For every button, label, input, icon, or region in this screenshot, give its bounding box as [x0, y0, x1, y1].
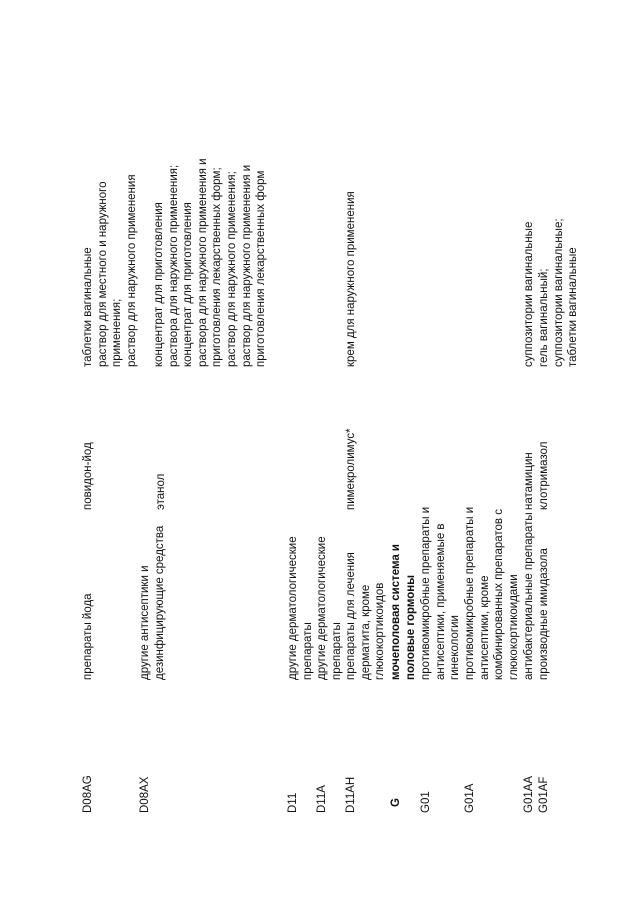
- group-name: мочеполовая система и половые гормоны: [390, 543, 417, 680]
- group-name: препараты йода: [82, 593, 94, 680]
- atc-code: D11: [287, 792, 299, 813]
- atc-code: D08AG: [82, 775, 94, 813]
- dosage-forms: суппозитории вагинальные: [523, 221, 535, 367]
- dosage-forms: таблетки вагинальные раствор для местного и наружного применения; раствор для наружного применения: [82, 174, 138, 367]
- atc-code: G01A: [464, 783, 476, 813]
- group-name: другие дерматологические препараты: [316, 536, 343, 680]
- atc-code: D11A: [316, 785, 328, 813]
- dosage-forms: крем для наружного применения: [345, 191, 357, 367]
- dosage-forms: концентрат для приготовления раствора для наружного применения; концентрат для приготовления раствора для наружного применения и приготовления лекарственных форм; раствор для наружного применения; раствор для наружного применения и приготовления лекарственных форм: [153, 158, 268, 367]
- group-name: противомикробные препараты и антисептики, применяемые в гинекологии: [420, 506, 462, 680]
- group-name: препараты для лечения дерматита, кроме глюкокортикоидов: [345, 552, 387, 680]
- atc-code: G01AF: [538, 776, 550, 813]
- atc-code: D08AX: [139, 776, 151, 813]
- atc-code: D11AH: [345, 776, 357, 813]
- dosage-forms: гель вагинальный; суппозитории вагинальные; таблетки вагинальные: [538, 218, 580, 367]
- group-name: противомикробные препараты и антисептики, кроме комбинированных препаратов с глюкокортикоидами: [464, 506, 520, 680]
- drug-name: этанол: [155, 473, 167, 510]
- atc-code: G: [390, 798, 402, 807]
- group-name: другие антисептики и дезинфицирующие средства: [139, 525, 166, 680]
- drug-name: клотримазол: [538, 441, 550, 510]
- drug-name: повидон-йод: [82, 442, 94, 510]
- drug-name: пимекролимус*: [345, 428, 357, 510]
- group-name: другие дерматологические препараты: [287, 536, 314, 680]
- group-name: производные имидазола: [538, 548, 550, 680]
- atc-code: G01: [420, 791, 432, 813]
- group-name: антибактериальные препараты: [523, 512, 535, 680]
- atc-code: G01AA: [523, 775, 535, 813]
- drug-name: натамицин: [523, 452, 535, 510]
